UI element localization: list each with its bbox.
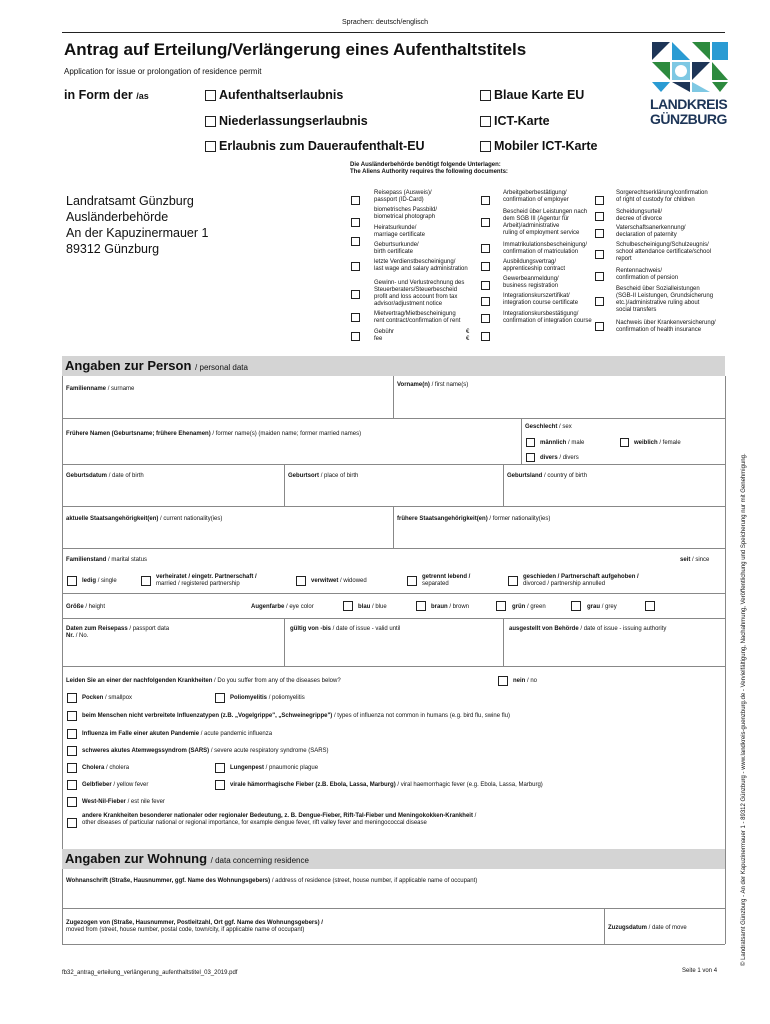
height-label: Größe / height [66,604,106,610]
marital-separated-checkbox[interactable] [407,576,417,586]
sex-label: Geschlecht / sex [525,424,572,430]
dob-label: Geburtsdatum / date of birth [66,473,144,479]
landkreis-logo [650,40,730,127]
nationality-label: aktuelle Staatsangehörigkeit(en) / current nationality(ies) [66,516,223,522]
surname-label: Familienname / surname [66,386,135,392]
doc-paternity: Vaterschaftsanerkennung/ declaration of paternity [616,225,686,238]
doc-checkbox[interactable] [595,212,604,221]
doc-marriage: Heiratsurkunde/ marriage certificate [374,225,426,238]
doc-custody: Sorgerechtserklärung/confirmation of right of custody for children [616,190,708,203]
eye-blue-label: blau / blue [358,604,387,610]
pob-label: Geburtsort / place of birth [288,473,359,479]
checkbox-blaue-karte[interactable] [480,90,491,101]
documents-heading: Die Ausländerbehörde benötigt folgende Unterlagen: The Aliens Authority requires the following documents: [350,162,508,175]
doc-school: Schulbescheinigung/Schulzeugnis/ school attendance certificate/school report [616,242,712,262]
sex-male-checkbox[interactable] [526,438,535,447]
moved-from-label: Zugezogen von (Straße, Hausnummer, Postleitzahl, Ort ggf. Name des Wohnungsgebers) / moved from (street, house number, postal code, town/city, if applicable name of occupant) [66,920,323,933]
doc-integration-cert: Integrationskurszertifikat/ integration course certificate [503,293,579,306]
doc-checkbox[interactable] [481,196,490,205]
language-note: Sprachen: deutsch/englisch [342,19,428,26]
doc-business: Gewerbeanmeldung/ business registration [503,276,559,289]
disease-cholera-checkbox[interactable] [67,763,77,773]
doc-apprentice: Ausbildungsvertrag/ apprenticeship contract [503,259,566,272]
marital-divorced-checkbox[interactable] [508,576,518,586]
eye-blue-checkbox[interactable] [343,601,353,611]
disease-other-checkbox[interactable] [67,818,77,828]
sex-female-checkbox[interactable] [620,438,629,447]
right-border [725,376,726,944]
doc-matriculation: Immatrikulationsbescheinigung/ confirmation of matriculation [503,242,588,255]
disease-sars-checkbox[interactable] [67,746,77,756]
marital-married-label: verheiratet / eingetr. Partnerschaft / married / registered partnership [156,574,257,587]
disease-plague-checkbox[interactable] [215,763,225,773]
doc-checkbox[interactable] [481,297,490,306]
checkbox-niederlassungserlaubnis[interactable] [205,116,216,127]
former-nationality-label: frühere Staatsangehörigkeit(en) / former nationality(ies) [397,516,551,522]
passport-label: Daten zum Reisepass / passport data Nr. / No. [66,626,170,639]
checkbox-daueraufenthalt[interactable] [205,141,216,152]
sidebar-copyright: © Landratsamt Günzburg - An der Kapuzinermauer 1 - 89312 Günzburg - www.landkreis-guenzburg.de - Vervielfältigung, Nachahmung, Veröffentlichung und Speicherung nur mit Genehmigung. [741,453,747,966]
option-mobiler-ict: Mobiler ICT-Karte [494,139,598,153]
option-niederlassungserlaubnis: Niederlassungserlaubnis [219,114,368,128]
issued-label: ausgestellt von Behörde / date of issue - issuing authority [509,626,667,632]
authority-address [66,193,208,257]
disease-flu-checkbox[interactable] [67,711,77,721]
doc-checkbox[interactable] [595,297,604,306]
sex-divers-label: divers / divers [540,455,579,461]
eye-brown-checkbox[interactable] [416,601,426,611]
doc-checkbox[interactable] [481,218,490,227]
disease-pox-label: Pocken / smallpox [82,695,133,701]
move-date-label: Zuzugsdatum / date of move [608,925,687,931]
disease-pox-checkbox[interactable] [67,693,77,703]
doc-wage: letzte Verdienstbescheinigung/ last wage and salary administration [374,259,468,272]
form-type-label: in Form der /as [64,88,149,102]
doc-checkbox[interactable] [481,281,490,290]
footer-page: Seite 1 von 4 [682,968,718,974]
sex-female-label: weiblich / female [634,440,681,446]
doc-divorce: Scheidungsurteil/ decree of divorce [616,209,663,222]
sex-male-label: männlich / male [540,440,585,446]
doc-fee: Gebühr fee [374,329,395,342]
fee-currency-2: € [466,336,470,342]
doc-checkbox[interactable] [595,322,604,331]
checkbox-mobiler-ict[interactable] [480,141,491,152]
disease-viral-checkbox[interactable] [215,780,225,790]
option-aufenthaltserlaubnis: Aufenthaltserlaubnis [219,88,344,102]
address-label: Wohnanschrift (Straße, Hausnummer, ggf. Name des Wohnungsgebers) / address of residence (street, house number, if applicable name of occupant) [66,878,478,884]
eye-green-checkbox[interactable] [496,601,506,611]
marital-divorced-label: geschieden / Partnerschaft aufgehoben / divorced / partnership annulled [523,574,639,587]
cob-label: Geburtsland / country of birth [507,473,588,479]
page-subtitle: Application for issue or prolongation of residence permit [64,67,262,76]
doc-checkbox[interactable] [595,272,604,281]
top-rule [62,32,725,33]
doc-employer: Arbeitgeberbestätigung/ confirmation of employer [503,190,569,203]
option-ict-karte: ICT-Karte [494,114,550,128]
checkbox-aufenthaltserlaubnis[interactable] [205,90,216,101]
doc-insurance: Nachweis über Krankenversicherung/ confirmation of health insurance [616,320,716,333]
doc-pension: Rentennachweis/ confirmation of pension [616,268,679,281]
disease-yellow-checkbox[interactable] [67,780,77,790]
disease-westnile-checkbox[interactable] [67,797,77,807]
logo-line2: GÜNZBURG [650,111,727,127]
former-names-label: Frühere Namen (Geburtsname; frühere Ehenamen) / former name(s) (maiden name; former married names) [66,431,362,437]
doc-checkbox[interactable] [351,313,360,322]
doc-integration-conf: Integrationskursbestätigung/ confirmation of integration course [503,311,592,324]
doc-checkbox[interactable] [481,332,490,341]
disease-other-label: andere Krankheiten besonderer nationaler oder regionaler Bedeutung, z. B. Dengue-Fieber, Rift-Tal-Fieber und Meningokokken-Krankheit / other diseases of particular national or regional importance, for example dengue fever, rift valley fever and meningococcal disease [82,813,477,826]
marital-widowed-checkbox[interactable] [296,576,306,586]
doc-checkbox[interactable] [351,218,360,227]
authority-street: An der Kapuzinermauer 1 [66,226,209,240]
doc-checkbox[interactable] [351,290,360,299]
eye-brown-label: braun / brown [431,604,470,610]
diseases-no-checkbox[interactable] [498,676,508,686]
doc-photo: biometrisches Passbild/ biometrical photograph [374,207,438,220]
marital-widowed-label: verwitwet / widowed [311,578,367,584]
doc-checkbox[interactable] [351,196,360,205]
authority-name: Landratsamt Günzburg [66,194,194,208]
doc-checkbox[interactable] [481,262,490,271]
eye-grey-checkbox[interactable] [571,601,581,611]
doc-checkbox[interactable] [595,229,604,238]
disease-polio-label: Poliomyelitis / poliomyelitis [230,695,305,701]
doc-checkbox[interactable] [481,244,490,253]
disease-flu-label: beim Menschen nicht verbreitete Influenzatypen (z.B. „Vogelgrippe", „Schweinegrippe") / types of influenza not common in humans (e.g. bird flu, swine flu) [82,713,511,719]
disease-westnile-label: West-Nil-Fieber / est nile fever [82,799,165,805]
doc-rent: Mietvertrag/Mietbescheinigung rent contract/confirmation of rent [374,311,461,324]
eye-grey-label: grau / grey [587,604,617,610]
diseases-no-label: nein / no [513,678,538,684]
section-residence-title: Angaben zur Wohnung [65,851,208,866]
doc-checkbox[interactable] [481,314,490,323]
marital-single-checkbox[interactable] [67,576,77,586]
diseases-question: Leiden Sie an einer der nachfolgenden Krankheiten / Do you suffer from any of the diseases below? [66,678,341,684]
option-daueraufenthalt: Erlaubnis zum Daueraufenthalt-EU [219,139,425,153]
firstname-label: Vorname(n) / first name(s) [397,382,469,388]
since-label: seit / since [680,557,710,563]
valid-label: gültig von -bis / date of issue - valid until [290,626,401,632]
page-title: Antrag auf Erteilung/Verlängerung eines Aufenthaltstitels [64,40,527,59]
authority-city: 89312 Günzburg [66,242,160,256]
sex-divers-checkbox[interactable] [526,453,535,462]
option-blaue-karte: Blaue Karte EU [494,88,585,102]
doc-social: Bescheid über Sozialleistungen (SGB-II Leistungen, Grundsicherung etc.)/administrative ruling about social transfers [616,286,714,313]
marital-married-checkbox[interactable] [141,576,151,586]
disease-polio-checkbox[interactable] [215,693,225,703]
disease-sars-label: schweres akutes Atemwegssyndrom (SARS) / severe acute respiratory syndrome (SARS) [82,748,329,754]
marital-separated-label: getrennt lebend / separated [422,574,471,587]
disease-viral-label: virale hämorrhagische Fieber (z.B. Ebola, Lassa, Marburg) / viral haemorrhagic fever (e.g. Ebola, Lassa, Marburg) [230,782,543,788]
doc-sgb3: Bescheid über Leistungen nach dem SGB III (Agentur für Arbeit)/administrative ruling of employment service [503,209,588,236]
authority-dept: Ausländerbehörde [66,210,169,224]
section-person-header [62,356,725,376]
doc-birth: Geburtsurkunde/ birth certificate [374,242,419,255]
doc-tax: Gewinn- und Verlustrechnung des Steuerberaters/Steuerbescheid profit and loss account from tax advisor/adjustment notice [374,280,465,307]
disease-plague-label: Lungenpest / pnaumonic plague [230,765,319,771]
section-residence-header [62,849,725,869]
eye-green-label: grün / green [512,604,546,610]
footer-filename: fb32_antrag_erteilung_verlängerung_aufenthaltstitel_03_2019.pdf [62,970,238,976]
doc-passport: Reisepass (Ausweis)/ passport (ID-Card) [374,190,432,203]
disease-yellow-label: Gelbfieber / yellow fever [82,782,149,788]
section-residence-title-en: / data concerning residence [210,856,309,865]
eye-color-label: Augenfarbe / eye color [251,604,314,610]
marital-single-label: ledig / single [82,578,117,584]
disease-pandemic-label: Influenza im Falle einer akuten Pandemie / acute pandemic influenza [82,731,273,737]
doc-checkbox[interactable] [595,196,604,205]
logo-line1: LANDKREIS [650,96,728,112]
doc-checkbox[interactable] [351,262,360,271]
logo-graphic-icon [650,40,730,92]
section-person-title-en: / personal data [195,363,248,372]
doc-checkbox[interactable] [351,237,360,246]
doc-checkbox[interactable] [351,332,360,341]
doc-checkbox[interactable] [595,250,604,259]
marital-label: Familienstand / marital status [66,557,148,563]
checkbox-ict-karte[interactable] [480,116,491,127]
disease-cholera-label: Cholera / cholera [82,765,130,771]
fee-currency: € [466,329,470,335]
disease-pandemic-checkbox[interactable] [67,729,77,739]
eye-other-checkbox[interactable] [645,601,655,611]
section-person-title: Angaben zur Person [65,358,192,373]
